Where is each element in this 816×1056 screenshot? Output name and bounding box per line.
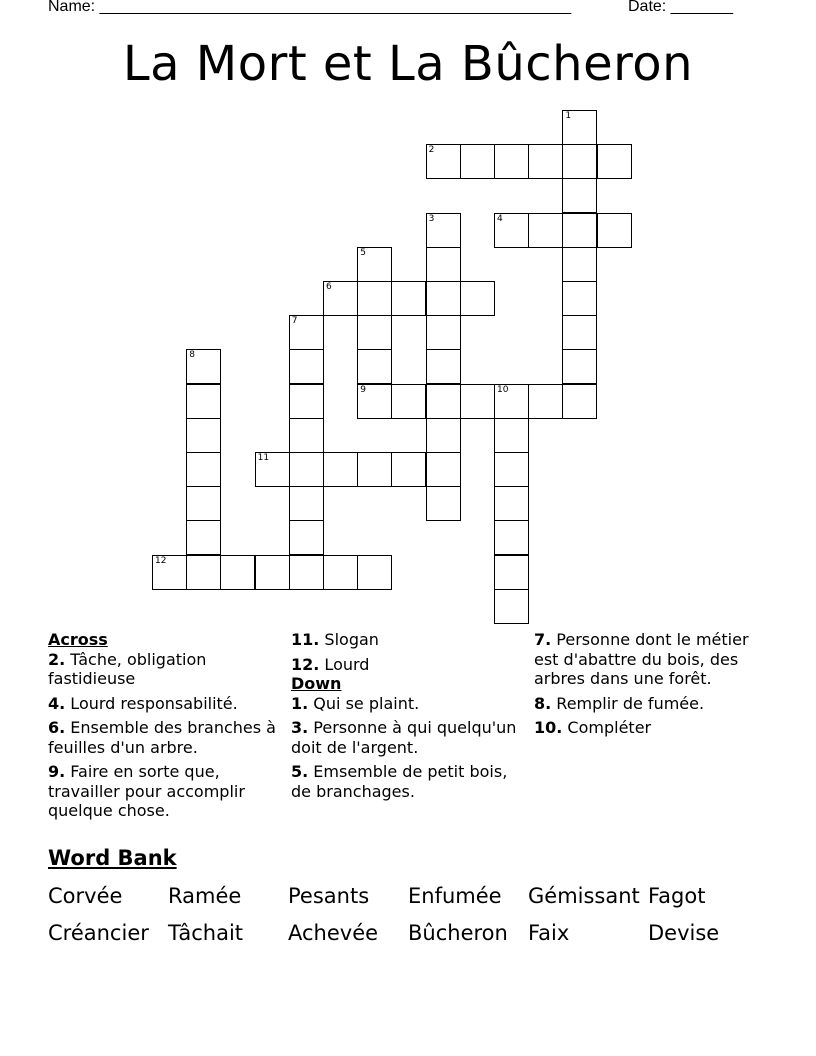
word-bank-item: Corvée [48, 884, 123, 908]
grid-cell[interactable] [562, 110, 597, 145]
grid-cell[interactable] [357, 555, 392, 590]
grid-cell[interactable] [323, 555, 358, 590]
grid-cell[interactable] [357, 315, 392, 350]
grid-cell[interactable] [562, 349, 597, 384]
clue-number-label: 4 [497, 213, 503, 224]
grid-cell[interactable] [562, 178, 597, 213]
grid-cell[interactable] [597, 144, 632, 179]
grid-cell[interactable] [357, 281, 392, 316]
grid-cell[interactable] [357, 247, 392, 282]
grid-cell[interactable] [289, 418, 324, 453]
grid-cell[interactable] [255, 555, 290, 590]
clue-number-label: 10 [497, 384, 509, 395]
clue-across-12: 12. Lourd [291, 654, 370, 674]
clue-across-4: 4. Lourd responsabilité. [48, 693, 238, 713]
word-bank-item: Enfumée [408, 884, 502, 908]
grid-cell[interactable] [186, 349, 221, 384]
word-bank-title: Word Bank [48, 846, 177, 870]
across-heading: Across [48, 630, 108, 649]
clue-number-label: 8 [189, 350, 195, 361]
clue-down-10: 10. Compléter [534, 718, 652, 737]
clue-down-5: 5. Emsemble de petit bois, de branchages. [291, 762, 508, 801]
clue-number-label: 2 [428, 145, 435, 156]
clue-down-3: 3. Personne à qui quelqu'un doit de l'argent. [291, 718, 517, 757]
grid-cell[interactable] [426, 486, 461, 521]
grid-cell[interactable] [528, 213, 563, 248]
grid-cell[interactable] [426, 452, 461, 487]
clue-number-label: 11 [257, 453, 270, 463]
clue-number-label: 3 [428, 213, 435, 224]
grid-cell[interactable] [186, 418, 221, 453]
grid-cell[interactable] [494, 213, 529, 248]
grid-cell[interactable] [186, 520, 221, 555]
grid-cell[interactable] [289, 452, 324, 487]
grid-cell[interactable] [494, 589, 529, 624]
grid-cell[interactable] [460, 384, 495, 419]
grid-cell[interactable] [426, 349, 461, 384]
grid-cell[interactable] [494, 418, 529, 453]
word-bank-item: Tâchait [168, 921, 244, 945]
clue-number-label: 6 [326, 282, 332, 292]
grid-cell[interactable] [289, 486, 324, 521]
word-bank-item: Faix [528, 921, 570, 945]
grid-cell[interactable] [460, 144, 495, 179]
clue-down-1: 1. Qui se plaint. [291, 693, 420, 713]
grid-cell[interactable] [186, 384, 221, 419]
grid-cell[interactable] [562, 315, 597, 350]
grid-cell[interactable] [289, 349, 324, 384]
clue-down-8: 8. Remplir de fumée. [534, 693, 705, 713]
grid-cell[interactable] [597, 213, 632, 248]
clues-column-2 [291, 630, 527, 806]
word-bank-item: Devise [648, 921, 720, 945]
grid-cell[interactable] [494, 144, 529, 179]
clue-across-6: 6. Ensemble des branches à feuilles d'un arbre. [48, 718, 276, 757]
grid-cell[interactable] [562, 144, 597, 179]
grid-cell[interactable] [562, 384, 597, 419]
grid-cell[interactable] [426, 281, 461, 316]
grid-cell[interactable] [426, 384, 461, 419]
clue-number-label: 7 [291, 316, 298, 327]
word-bank-item: Créancier [48, 921, 149, 945]
down-heading: Down [291, 674, 342, 693]
grid-cell[interactable] [357, 384, 392, 419]
grid-cell[interactable] [426, 213, 461, 248]
word-bank-item: Bûcheron [408, 921, 508, 945]
clues-column-1 [48, 630, 284, 826]
clue-number-label: 12 [155, 555, 167, 566]
grid-cell[interactable] [391, 281, 426, 316]
grid-cell[interactable] [494, 486, 529, 521]
clue-across-11: 11. Slogan [291, 630, 379, 649]
grid-cell[interactable] [323, 281, 358, 316]
grid-cell[interactable] [391, 452, 426, 487]
name-field-label[interactable]: Name: _____________________________________________________ [48, 0, 572, 15]
grid-cell[interactable] [323, 452, 358, 487]
clues-column-3 [534, 630, 770, 743]
grid-cell[interactable] [357, 349, 392, 384]
grid-cell[interactable] [391, 384, 426, 419]
grid-cell[interactable] [494, 555, 529, 590]
clue-number-label: 9 [360, 384, 366, 395]
grid-cell[interactable] [152, 555, 187, 590]
clue-across-9: 9. Faire en sorte que, travailler pour accomplir quelque chose. [48, 762, 245, 820]
clue-across-2: 2. Tâche, obligation fastidieuse [48, 649, 207, 688]
grid-cell[interactable] [289, 384, 324, 419]
grid-cell[interactable] [562, 247, 597, 282]
grid-cell[interactable] [494, 452, 529, 487]
grid-cell[interactable] [562, 213, 597, 248]
grid-cell[interactable] [357, 452, 392, 487]
grid-cell[interactable] [426, 418, 461, 453]
grid-cell[interactable] [460, 281, 495, 316]
clue-down-7: 7. Personne dont le métier est d'abattre du bois, des arbres dans une forêt. [534, 630, 749, 688]
grid-cell[interactable] [220, 555, 255, 590]
grid-cell[interactable] [426, 247, 461, 282]
grid-cell[interactable] [186, 452, 221, 487]
date-field-label[interactable]: Date: _______ [628, 0, 733, 15]
clue-number-label: 5 [360, 247, 366, 258]
grid-cell[interactable] [528, 384, 563, 419]
word-bank-item: Pesants [288, 884, 370, 908]
page-title: La Mort et La Bûcheron [122, 36, 694, 92]
grid-cell[interactable] [494, 384, 529, 419]
word-bank-item: Ramée [168, 884, 242, 908]
grid-cell[interactable] [186, 555, 221, 590]
grid-cell[interactable] [426, 144, 461, 179]
grid-cell[interactable] [289, 520, 324, 555]
word-bank-item: Achevée [288, 921, 379, 945]
grid-cell[interactable] [289, 315, 324, 350]
grid-cell[interactable] [289, 555, 324, 590]
grid-cell[interactable] [494, 520, 529, 555]
grid-cell[interactable] [426, 315, 461, 350]
clue-number-label: 1 [565, 111, 572, 121]
word-bank-item: Fagot [648, 884, 706, 908]
grid-cell[interactable] [255, 452, 290, 487]
grid-cell[interactable] [186, 486, 221, 521]
word-bank-item: Gémissant [528, 884, 640, 908]
grid-cell[interactable] [528, 144, 563, 179]
grid-cell[interactable] [562, 281, 597, 316]
